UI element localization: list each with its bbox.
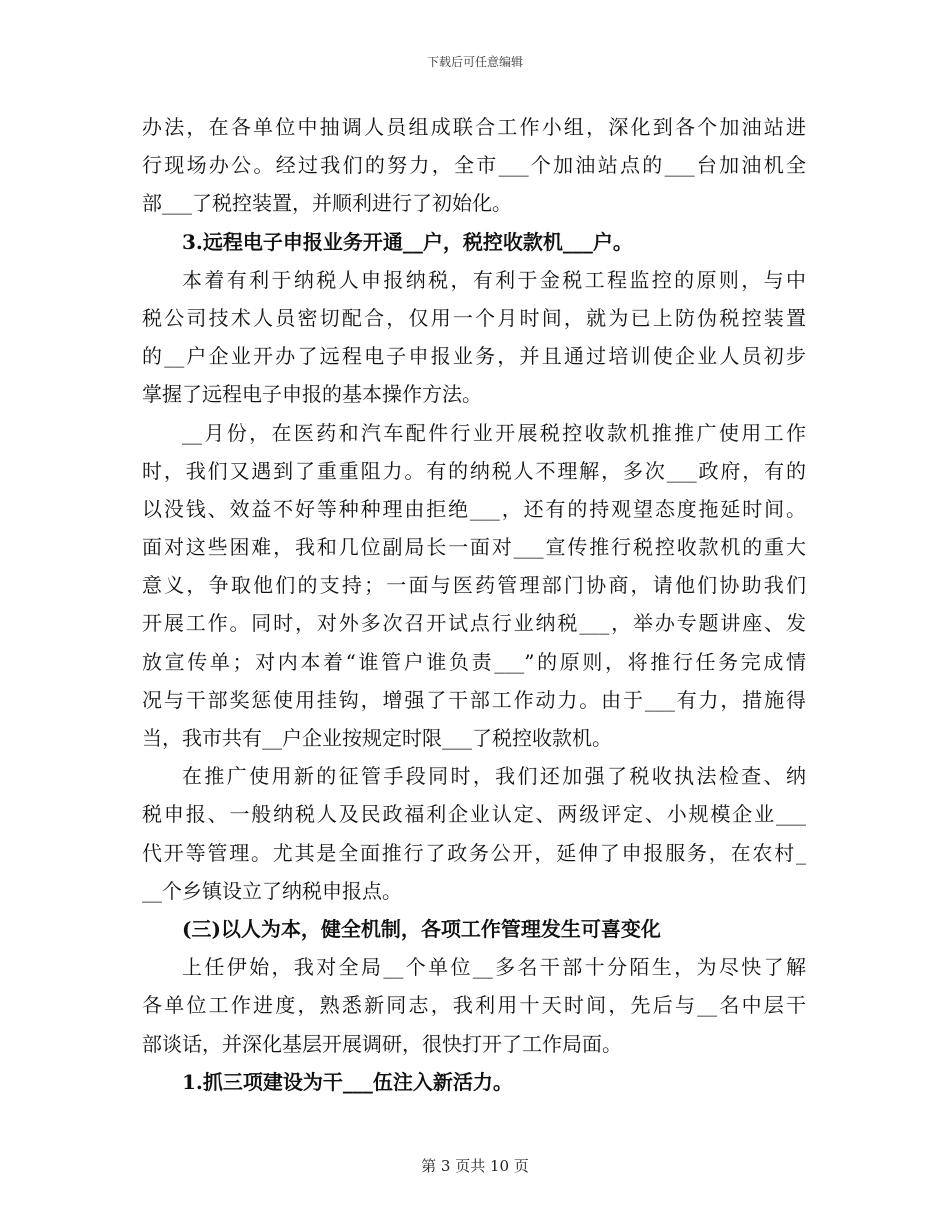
paragraph-line: 在推广使用新的征管手段同时，我们还加强了税收执法检查、纳 [182, 764, 806, 789]
paragraph-line: 本着有利于纳税人申报纳税，有利于金税工程监控的原则，与中 [182, 267, 806, 292]
section-heading: 1.抓三项建设为干___伍注入新活力。 [182, 1069, 513, 1094]
paragraph-line: 各单位工作进度，熟悉新同志，我利用十天时间，先后与__名中层干 [142, 993, 806, 1018]
body-text [142, 108, 806, 1101]
paragraph-line: 时，我们又遇到了重重阻力。有的纳税人不理解，多次___政府，有的 [142, 458, 806, 483]
paragraph-line: __月份，在医药和汽车配件行业开展税控收款机推推广使用工作 [182, 420, 806, 445]
paragraph-line: 当，我市共有__户企业按规定时限___了税控收款机。 [142, 726, 612, 750]
section-heading: 3.远程电子申报业务开通__户，税控收款机___户。 [182, 229, 633, 254]
paragraph-line: 面对这些困难，我和几位副局长一面对___宣传推行税控收款机的重大 [142, 535, 806, 560]
paragraph-line: 代开等管理。尤其是全面推行了政务公开，延伸了申报服务，在农村_ [142, 840, 806, 865]
page-footer: 第 3 页共 10 页 [421, 1157, 529, 1175]
paragraph-line: 税公司技术人员密切配合，仅用一个月时间，就为已上防伪税控装置 [142, 305, 806, 330]
paragraph-line: 况与干部奖惩使用挂钩，增强了干部工作动力。由于___有力，措施得 [142, 687, 806, 712]
paragraph-line: 的__户企业开办了远程电子申报业务，并且通过培训使企业人员初步 [142, 344, 806, 369]
paragraph-line: 部谈话，并深化基层开展调研，很快打开了工作局面。 [142, 1031, 622, 1056]
paragraph-line: 行现场办公。经过我们的努力，全市___个加油站点的___台加油机全 [142, 153, 806, 178]
paragraph-line: 部___了税控装置，并顺利进行了初始化。 [142, 191, 512, 216]
paragraph-line: 办法，在各单位中抽调人员组成联合工作小组，深化到各个加油站进 [142, 115, 806, 139]
paragraph-line: 放宣传单；对内本着“谁管户谁负责___”的原则，将推行任务完成情 [142, 649, 806, 674]
paragraph-line: 以没钱、效益不好等种种理由拒绝___，还有的持观望态度拖延时间。 [142, 496, 806, 521]
paragraph-line: 开展工作。同时，对外多次召开试点行业纳税___，举办专题讲座、发 [142, 611, 806, 636]
paragraph-line: 税申报、一般纳税人及民政福利企业认定、两级评定、小规模企业___ [142, 802, 806, 827]
paragraph-line: __个乡镇设立了纳税申报点。 [142, 878, 402, 903]
paragraph-line: 意义，争取他们的支持；一面与医药管理部门协商，请他们协助我们 [142, 573, 806, 598]
section-heading: (三)以人为本，健全机制，各项工作管理发生可喜变化 [182, 916, 661, 941]
paragraph-line: 掌握了远程电子申报的基本操作方法。 [142, 382, 482, 407]
page-header: 下载后可任意编辑 [426, 55, 523, 69]
paragraph-line: 上任伊始，我对全局__个单位__多名干部十分陌生，为尽快了解 [182, 955, 806, 980]
